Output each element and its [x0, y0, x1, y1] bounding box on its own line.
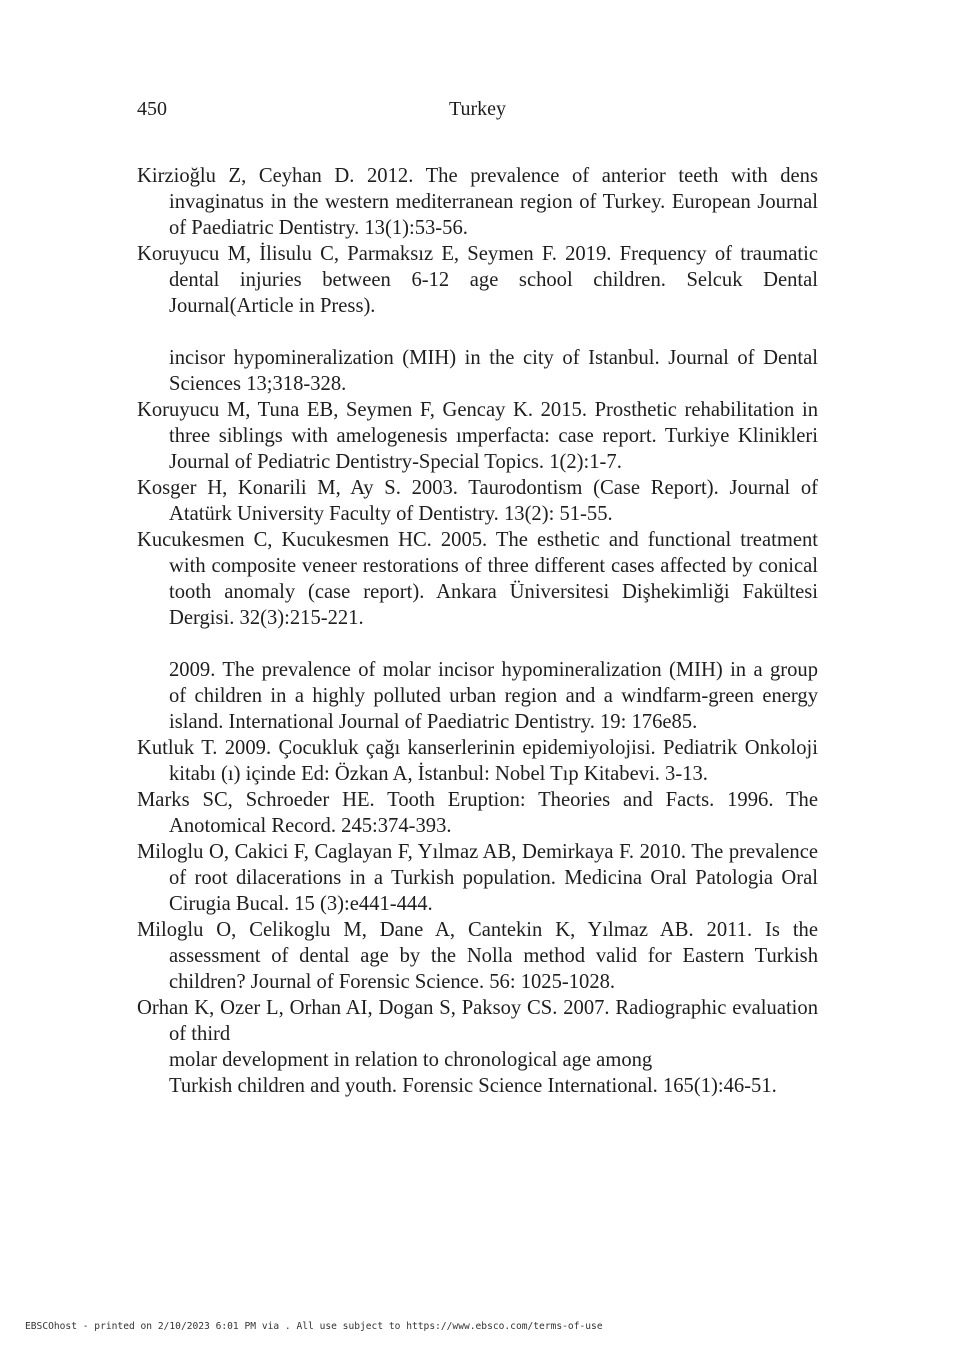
reference-line: Orhan K, Ozer L, Orhan AI, Dogan S, Paksoy CS. 2007. Radiographic evaluation of third: [137, 997, 818, 1045]
reference-entry: Marks SC, Schroeder HE. Tooth Eruption: Theories and Facts. 1996. The Anotomical Record. 245:374-393.: [137, 789, 818, 837]
reference-entry: Miloglu O, Cakici F, Caglayan F, Yılmaz AB, Demirkaya F. 2010. The prevalence of root dilacerations in a Turkish population. Medicina Oral Patologia Oral Cirugia Bucal. 15 (3):e441-444.: [137, 841, 818, 915]
reference-line: molar development in relation to chronological age among: [169, 1049, 653, 1071]
reference-entry: Kosger H, Konarili M, Ay S. 2003. Taurodontism (Case Report). Journal of Atatürk University Faculty of Dentistry. 13(2): 51-55.: [137, 477, 818, 525]
print-footer: EBSCOhost - printed on 2/10/2023 6:01 PM via . All use subject to https://www.ebsco.com/terms-of-use: [25, 1321, 603, 1332]
reference-entry: Kutluk T. 2009. Çocukluk çağı kanserlerinin epidemiyolojisi. Pediatrik Onkoloji kitabı (ı) içinde Ed: Özkan A, İstanbul: Nobel Tıp Kitabevi. 3-13.: [137, 737, 818, 785]
reference-line: Turkish children and youth. Forensic Science International. 165(1):46-51.: [169, 1075, 777, 1097]
reference-entry: Kucukesmen C, Kucukesmen HC. 2005. The esthetic and functional treatment with composite veneer restorations of three different cases affected by conical tooth anomaly (case report). Ankara Üniversitesi Dişhekimliği Fakültesi Dergisi. 32(3):215-221.: [137, 529, 818, 629]
page-number: 450: [137, 98, 167, 120]
reference-entry: Miloglu O, Celikoglu M, Dane A, Cantekin K, Yılmaz AB. 2011. Is the assessment of dental age by the Nolla method valid for Eastern Turkish children? Journal of Forensic Science. 56: 1025-1028.: [137, 919, 818, 993]
reference-entry-continuation: incisor hypomineralization (MIH) in the city of Istanbul. Journal of Dental Sciences 13;318-328.: [169, 347, 818, 395]
reference-list: [137, 163, 818, 1099]
running-title: Turkey: [448, 98, 507, 120]
reference-entry-continuation: 2009. The prevalence of molar incisor hypomineralization (MIH) in a group of children in a highly polluted urban region and a windfarm-green energy island. International Journal of Paediatric Dentistry. 19: 176e85.: [169, 659, 818, 733]
reference-entry-orhan: [137, 995, 818, 1099]
reference-entry: Koruyucu M, İlisulu C, Parmaksız E, Seymen F. 2019. Frequency of traumatic dental injuries between 6-12 age school children. Selcuk Dental Journal(Article in Press).: [137, 243, 818, 317]
reference-entry: Kirzioğlu Z, Ceyhan D. 2012. The prevalence of anterior teeth with dens invaginatus in the western mediterranean region of Turkey. European Journal of Paediatric Dentistry. 13(1):53-56.: [137, 165, 818, 239]
reference-entry: Koruyucu M, Tuna EB, Seymen F, Gencay K. 2015. Prosthetic rehabilitation in three siblings with amelogenesis ımperfacta: case report. Turkiye Klinikleri Journal of Pediatric Dentistry-Special Topics. 1(2):1-7.: [137, 399, 818, 473]
